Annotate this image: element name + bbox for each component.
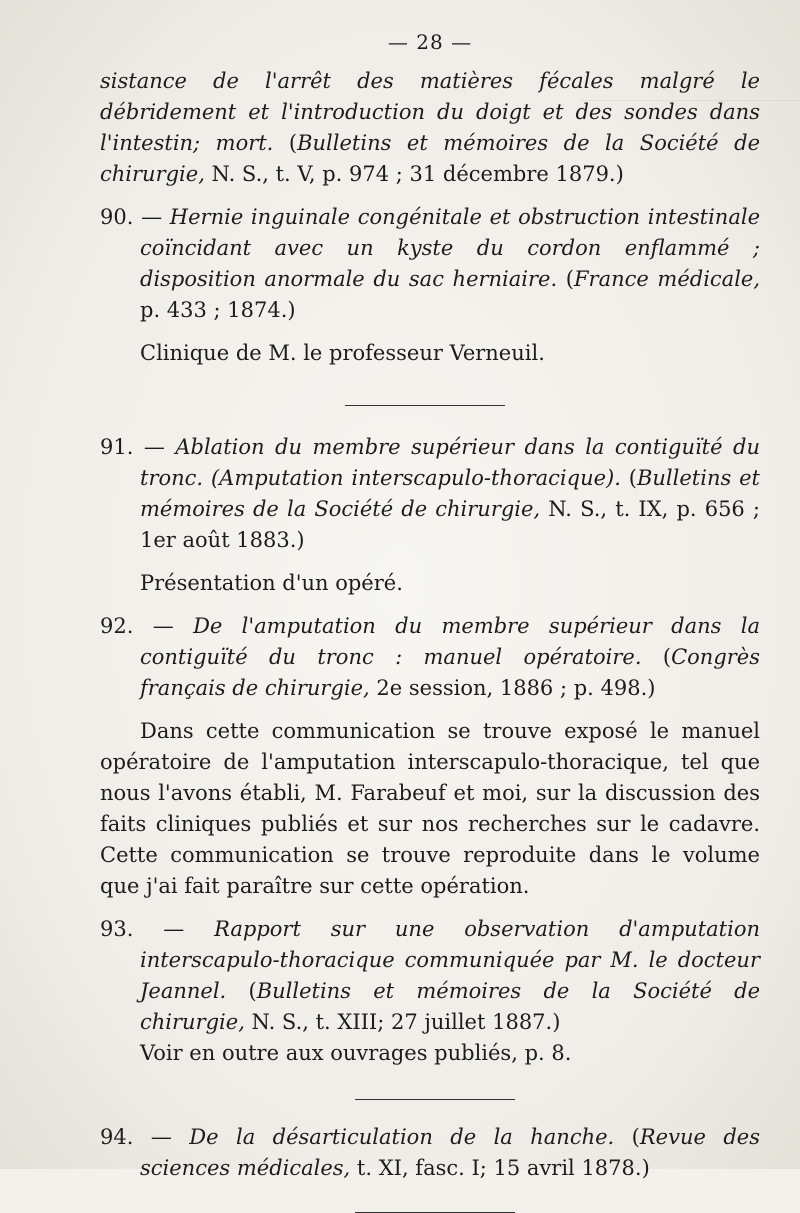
entry-number: 90. [100, 205, 134, 229]
entry-93 [100, 914, 760, 1038]
page-number: — 28 — [387, 30, 473, 54]
section-divider [345, 405, 505, 406]
entry-91-note: Présentation d'un opéré. [140, 571, 403, 595]
entry-title: Rapport sur une observation d'amputation interscapulo-thoracique communiquée par M. le docteur Jeannel. [140, 917, 760, 1003]
entry-citation-open: ( [641, 645, 672, 669]
entry-citation-open: ( [614, 1125, 640, 1149]
entry-dash: — [133, 435, 176, 459]
entry-dash: — [133, 205, 170, 229]
entry-dash: — [133, 614, 194, 638]
continuation-citation-open: ( [288, 131, 298, 155]
entry-title: Hernie inguinale congénitale et obstruction intestinale coïncidant avec un kyste du cordon enflammé ; disposition anormale du sac herniaire. [140, 205, 760, 291]
continuation-citation-title: Bulletins et mémoires de la Société de chirurgie, [100, 131, 760, 186]
entry-citation-title: Bulletins et mémoires de la Société de chirurgie, [140, 979, 760, 1034]
entry-citation-open: ( [226, 979, 257, 1003]
entry-93-note: Voir en outre aux ouvrages publiés, p. 8. [140, 1041, 572, 1065]
entry-title: De l'amputation du membre supérieur dans la contiguïté du tronc : manuel opératoire. [140, 614, 760, 669]
entry-citation-rest: N. S., t. XIII; 27 juillet 1887.) [244, 1010, 561, 1034]
entry-citation-title: Bulletins et mémoires de la Société de chirurgie, [140, 466, 760, 521]
section-divider [355, 1099, 515, 1100]
entry-number: 93. [100, 917, 134, 941]
entry-90-note: Clinique de M. le professeur Verneuil. [140, 341, 545, 365]
entry-dash: — [133, 1125, 190, 1149]
entry-citation-rest: t. XI, fasc. I; 15 avril 1878.) [350, 1156, 650, 1180]
entry-92-note: Dans cette communication se trouve exposé le manuel opératoire de l'amputation interscapulo-thoracique, tel que nous l'avons établi, M. Farabeuf et moi, sur la discussion des faits cliniques publiés et sur nos recherches sur le cadavre. Cette communication se trouve reproduite dans le volume que j'ai fait paraître sur cette opération. [100, 719, 760, 898]
entry-citation-title: Revue des sciences médicales, [140, 1125, 760, 1180]
page-body [100, 30, 760, 1213]
entry-title: Ablation du membre supérieur dans la contiguïté du tronc. (Amputation interscapulo-thoracique). [140, 435, 760, 490]
entry-citation-open: ( [620, 466, 637, 490]
entry-94 [100, 1122, 760, 1184]
entry-number: 94. [100, 1125, 134, 1149]
entry-title: De la désarticulation de la hanche. [189, 1125, 615, 1149]
continuation-citation-rest: N. S., t. V, p. 974 ; 31 décembre 1879.) [204, 162, 624, 186]
entry-citation-rest: p. 433 ; 1874.) [140, 298, 296, 322]
entry-91 [100, 432, 760, 556]
entry-92 [100, 611, 760, 704]
entry-90 [100, 202, 760, 326]
entry-dash: — [133, 917, 215, 941]
continuation-text: sistance de l'arrêt des matières fécales malgré le débridement et l'introduction du doigt et des sondes dans l'intestin; mort. [100, 69, 760, 155]
entry-citation-title: Congrès français de chirurgie, [140, 645, 760, 700]
entry-citation-rest: 2e session, 1886 ; p. 498.) [369, 676, 656, 700]
continuation-paragraph [100, 66, 760, 190]
entry-number: 91. [100, 435, 134, 459]
entry-citation-title: France médicale, [573, 267, 761, 291]
entry-citation-open: ( [557, 267, 574, 291]
entry-number: 92. [100, 614, 134, 638]
entry-citation-rest: N. S., t. IX, p. 656 ; 1er août 1883.) [140, 497, 760, 552]
